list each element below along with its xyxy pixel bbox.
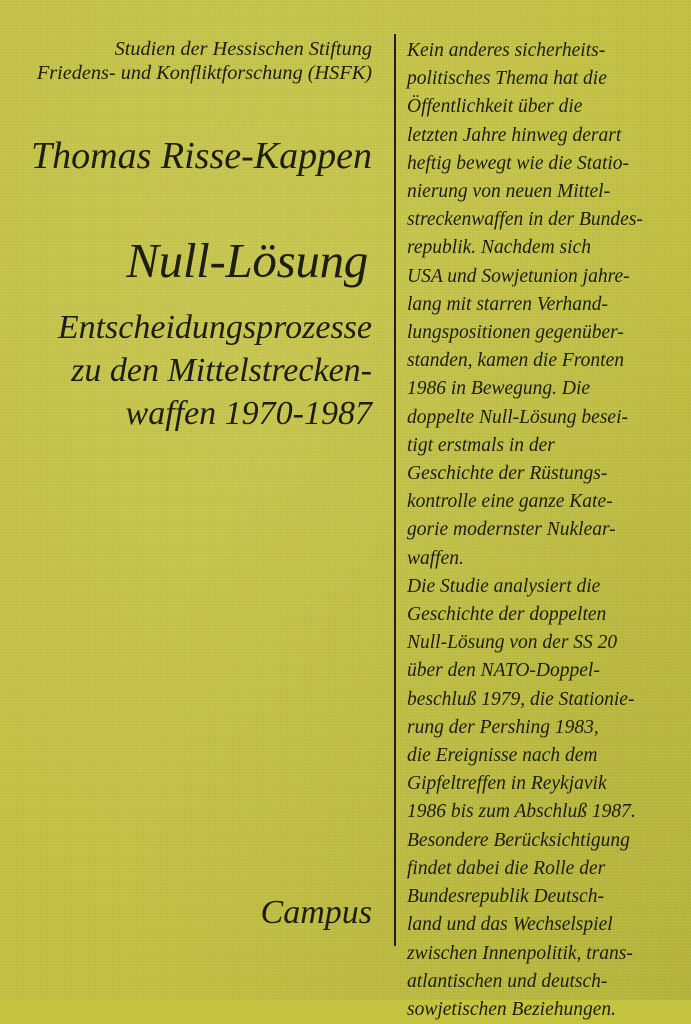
- blurb-line: 1986 bis zum Abschluß 1987.: [407, 801, 636, 823]
- subtitle-line: zu den Mittelstrecken-: [71, 352, 372, 389]
- blurb-line: Die Studie analysiert die: [407, 575, 601, 597]
- blurb-line: standen, kamen die Fronten: [407, 350, 624, 372]
- book-subtitle: [58, 306, 372, 435]
- blurb-line: sowjetischen Beziehungen.: [407, 998, 617, 1020]
- blurb-line: USA und Sowjetunion jahre-: [407, 265, 630, 287]
- book-title: Null-Lösung: [126, 233, 368, 288]
- series-title: [37, 37, 372, 85]
- blurb-line: zwischen Innenpolitik, trans-: [407, 942, 633, 964]
- blurb-line: Geschichte der Rüstungs-: [407, 463, 608, 485]
- series-line: Friedens- und Konfliktforschung (HSFK): [36, 62, 372, 84]
- blurb-line: lungspositionen gegenüber-: [407, 322, 624, 344]
- blurb-line: heftig bewegt wie die Statio-: [407, 152, 630, 174]
- blurb-line: findet dabei die Rolle der: [407, 857, 606, 879]
- blurb-line: über den NATO-Doppel-: [407, 660, 600, 682]
- blurb-line: waffen.: [407, 547, 464, 569]
- series-line: Studien der Hessischen Stiftung: [114, 38, 372, 60]
- blurb-line: kontrolle eine ganze Kate-: [407, 491, 613, 513]
- blurb-line: tigt erstmals in der: [407, 434, 555, 456]
- blurb-line: die Ereignisse nach dem: [407, 745, 598, 767]
- blurb-line: beschluß 1979, die Stationie-: [407, 688, 635, 710]
- blurb-line: atlantischen und deutsch-: [407, 970, 608, 992]
- subtitle-line: waffen 1970-1987: [125, 395, 372, 432]
- blurb-line: letzten Jahre hinweg derart: [407, 124, 622, 146]
- blurb-line: lang mit starren Verhand-: [407, 293, 608, 315]
- author-name: Thomas Risse-Kappen: [31, 135, 372, 177]
- blurb-line: Kein anderes sicherheits-: [407, 40, 606, 61]
- blurb-line: Null-Lösung von der SS 20: [407, 632, 618, 654]
- blurb-line: land und das Wechselspiel: [407, 914, 613, 936]
- blurb-line: Bundesrepublik Deutsch-: [407, 886, 604, 908]
- blurb-line: republik. Nachdem sich: [407, 237, 591, 259]
- blurb-line: Geschichte der doppelten: [407, 604, 607, 626]
- blurb-line: doppelte Null-Lösung besei-: [407, 406, 628, 428]
- blurb-line: Gipfeltreffen in Reykjavik: [407, 773, 607, 795]
- blurb-line: rung der Pershing 1983,: [407, 716, 599, 738]
- blurb-line: Besondere Berücksichtigung: [407, 829, 630, 851]
- blurb-line: gorie modernster Nuklear-: [407, 519, 616, 541]
- blurb-line: Öffentlichkeit über die: [407, 96, 583, 118]
- vertical-divider: [394, 34, 396, 946]
- blurb-line: 1986 in Bewegung. Die: [407, 378, 591, 400]
- blurb-line: nierung von neuen Mittel-: [407, 181, 611, 203]
- publisher-name: Campus: [260, 894, 372, 931]
- subtitle-line: Entscheidungsprozesse: [57, 309, 372, 346]
- blurb-line: streckenwaffen in der Bundes-: [407, 209, 643, 231]
- blurb-text: [407, 37, 687, 1024]
- blurb-line: politisches Thema hat die: [407, 68, 607, 90]
